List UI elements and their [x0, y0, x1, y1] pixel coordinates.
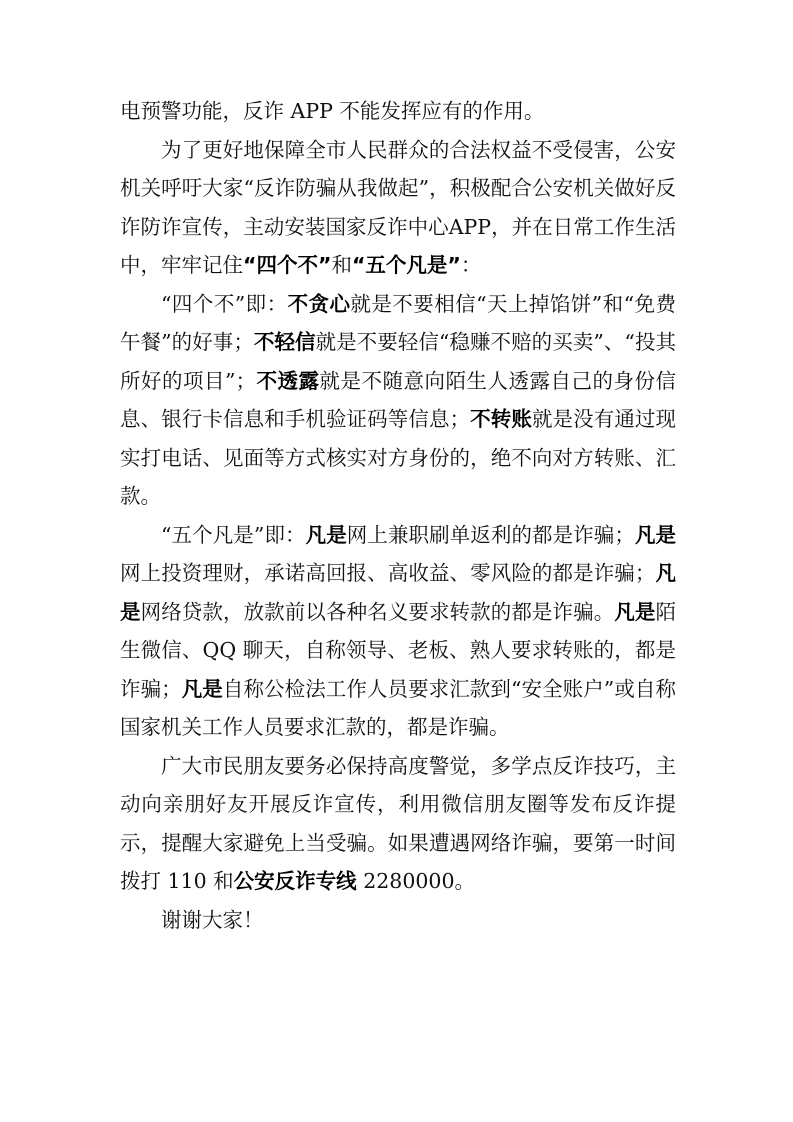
five-alls-intro: “五个凡是”即：: [161, 522, 306, 547]
paragraph-appeal: [120, 131, 676, 285]
paragraph-hotline: [120, 747, 676, 901]
document-page: [120, 92, 676, 939]
four-nos-item-3-text: 就是不随意向陌生人透露自己的身份信息、银行卡信息和手机验证码等信息；: [120, 368, 677, 431]
paragraph-text: 广大市民朋友要务必保持高度警觉，多学点反诈技巧，主动向亲朋好友开展反诈宣传，利用微信朋友圈等发布反诈提示，提醒大家避免上当受骗。如果遭遇网络诈骗，要第一时间拨打 110 和: [120, 753, 676, 893]
paragraph-text: ：: [460, 253, 482, 277]
five-alls-item-2-bold: 凡是: [634, 522, 677, 547]
four-nos-item-1-text: 就是不要相信“天上掉馅饼”和“免费午餐”的好事；: [120, 291, 676, 354]
four-nos-item-2-text: 就是不要轻信“稳赚不赔的买卖”、“投其所好的项目”；: [120, 330, 677, 393]
four-nos-item-3-bold: 不透露: [255, 368, 320, 393]
five-alls-item-4-bold: 凡是: [614, 599, 656, 624]
paragraph-text: 为了更好地保障全市人民群众的合法权益不受侵害，公安机关呼吁大家“反诈防骗从我做起”，积极配合公安机关做好反诈防诈宣传，主动安装国家反诈中心APP，并在日常工作生活中，牢牢记住: [120, 137, 676, 277]
paragraph-five-alls: [120, 516, 676, 747]
five-alls-item-3-text: 网络贷款，放款前以各种名义要求转款的都是诈骗。: [140, 599, 615, 624]
paragraph-thanks: [120, 901, 676, 940]
paragraph-four-nos: [120, 285, 676, 516]
five-alls-item-5-text: 自称公检法工作人员要求汇款到“安全账户”或自称国家机关工作人员要求汇款的，都是诈骗。: [120, 676, 677, 739]
bold-five-alls: “五个凡是”: [351, 253, 461, 277]
five-alls-item-5-bold: 凡是: [181, 676, 223, 701]
bold-hotline-label: 公安反诈专线: [233, 869, 357, 893]
four-nos-item-1-bold: 不贪心: [287, 291, 351, 316]
four-nos-item-4-text: 就是没有通过现实打电话、见面等方式核实对方身份的，绝不向对方转账、汇款。: [120, 407, 677, 508]
five-alls-item-1-bold: 凡是: [305, 522, 347, 547]
hotline-number: 2280000。: [356, 869, 475, 893]
five-alls-item-1-text: 网上兼职刷单返利的都是诈骗；: [346, 522, 635, 547]
paragraph-text: 谢谢大家！: [161, 907, 264, 932]
four-nos-item-2-bold: 不轻信: [253, 330, 316, 354]
four-nos-item-4-bold: 不转账: [470, 407, 532, 431]
five-alls-item-2-text: 网上投资理财，承诺高回报、高收益、零风险的都是诈骗；: [120, 561, 656, 585]
paragraph-continuation: [120, 92, 676, 131]
paragraph-text: 和: [331, 253, 352, 277]
bold-four-nos: “四个不”: [243, 253, 332, 277]
five-alls-item-3-bold: 凡是: [120, 561, 677, 624]
four-nos-intro: “四个不”即：: [161, 291, 288, 316]
five-alls-item-4-text: 陌生微信、QQ 聊天，自称领导、老板、熟人要求转账的，都是诈骗；: [120, 599, 677, 701]
paragraph-text: 电预警功能，反诈 APP 不能发挥应有的作用。: [120, 99, 545, 123]
